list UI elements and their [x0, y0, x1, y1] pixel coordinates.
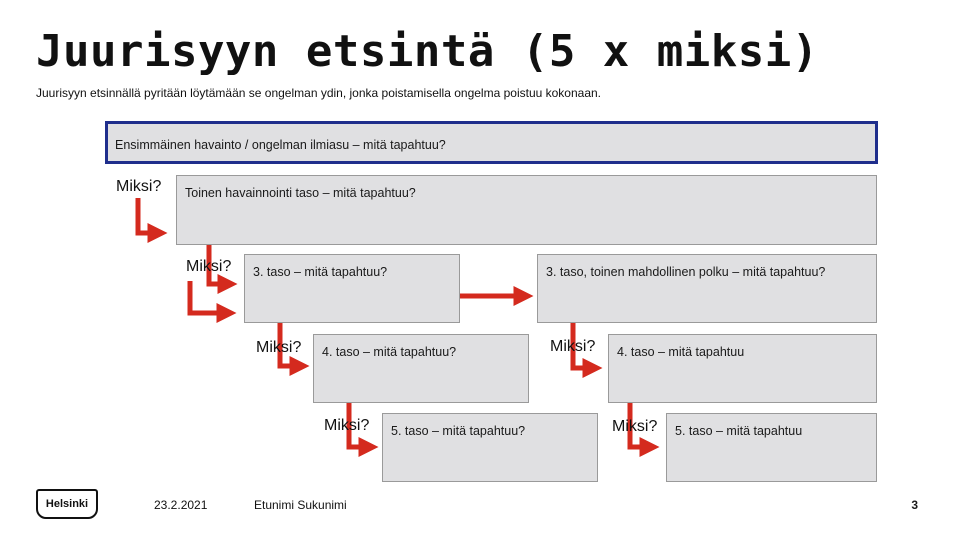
why-label-1: Miksi?: [116, 178, 162, 195]
why-label-4-alt: Miksi?: [612, 418, 658, 435]
level4-alt-box: [608, 334, 877, 403]
level2-box: [176, 175, 877, 245]
why-label-2: Miksi?: [186, 258, 232, 275]
level5-box: [382, 413, 598, 482]
footer-author: Etunimi Sukunimi: [254, 498, 347, 512]
level3-text: 3. taso – mitä tapahtuu?: [253, 265, 388, 279]
level3-alt-box: [537, 254, 877, 323]
helsinki-logo: Helsinki: [36, 489, 98, 519]
why-label-4: Miksi?: [324, 417, 370, 434]
why-label-3-alt: Miksi?: [550, 338, 596, 355]
first-observation-text: Ensimmäinen havainto / ongelman ilmiasu – mitä tapahtuu?: [115, 138, 446, 152]
level3-alt-text: 3. taso, toinen mahdollinen polku – mitä tapahtuu?: [546, 265, 826, 279]
page-subtitle: Juurisyyn etsinnällä pyritään löytämään se ongelman ydin, jonka poistamisella ongelma poistuu kokonaan.: [36, 86, 601, 100]
level4-box: [313, 334, 529, 403]
level5-alt-text: 5. taso – mitä tapahtuu: [675, 424, 803, 438]
why-arrow-1: [138, 198, 160, 233]
page-number: 3: [911, 498, 918, 512]
level4-text: 4. taso – mitä tapahtuu?: [322, 345, 457, 359]
page-title: Juurisyyn etsintä (5 x miksi): [36, 26, 819, 77]
level5-alt-box: [666, 413, 877, 482]
level2-text: Toinen havainnointi taso – mitä tapahtuu?: [185, 186, 416, 200]
first-observation-box: [105, 121, 878, 164]
why-label-3: Miksi?: [256, 339, 302, 356]
level4-alt-text: 4. taso – mitä tapahtuu: [617, 345, 745, 359]
footer-date: 23.2.2021: [154, 498, 208, 512]
level5-text: 5. taso – mitä tapahtuu?: [391, 424, 526, 438]
level3-box: [244, 254, 460, 323]
